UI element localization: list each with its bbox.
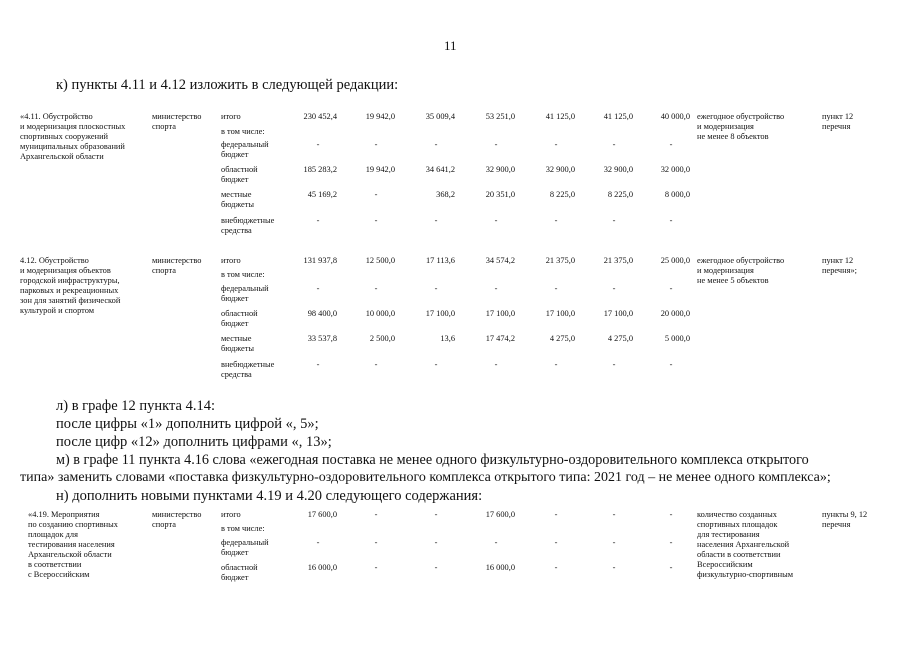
funding-value: - bbox=[434, 510, 438, 519]
funding-value: 53 251,0 bbox=[485, 112, 515, 121]
funding-value: 368,2 bbox=[436, 190, 455, 199]
funding-value: - bbox=[494, 284, 498, 293]
funding-value: - bbox=[434, 284, 438, 293]
funding-value: - bbox=[669, 216, 673, 225]
funding-value: - bbox=[669, 538, 673, 547]
expected-result-line: для тестирования bbox=[697, 530, 760, 539]
activity-name-line: с Всероссийским bbox=[28, 570, 90, 579]
funding-value: 5 000,0 bbox=[664, 334, 690, 343]
funding-source-line: в том числе: bbox=[221, 270, 265, 279]
funding-value: - bbox=[669, 284, 673, 293]
funding-value: - bbox=[612, 216, 616, 225]
funding-value: 4 275,0 bbox=[549, 334, 575, 343]
reference-line: перечня bbox=[822, 122, 851, 131]
activity-name-line: «4.11. Обустройство bbox=[20, 112, 93, 121]
funding-value: 12 500,0 bbox=[365, 256, 395, 265]
paragraph-l: л) в графе 12 пункта 4.14: bbox=[56, 398, 215, 414]
funding-value: - bbox=[612, 563, 616, 572]
funding-value: 45 169,2 bbox=[307, 190, 337, 199]
activity-name-line: парковых и рекреационных bbox=[20, 286, 119, 295]
funding-value: - bbox=[434, 140, 438, 149]
funding-value: 25 000,0 bbox=[660, 256, 690, 265]
funding-value: - bbox=[434, 360, 438, 369]
funding-value: 41 125,0 bbox=[545, 112, 575, 121]
funding-source-line: федеральный bbox=[221, 284, 269, 293]
funding-source-line: бюджет bbox=[221, 548, 249, 557]
activity-name-line: площадок для bbox=[28, 530, 78, 539]
funding-source-line: местные bbox=[221, 190, 252, 199]
table-row-4-12 bbox=[0, 256, 905, 396]
funding-source-line: средства bbox=[221, 370, 252, 379]
expected-result-line: количество созданных bbox=[697, 510, 777, 519]
page-number: 11 bbox=[444, 38, 457, 53]
funding-value: - bbox=[374, 510, 378, 519]
funding-value: - bbox=[316, 216, 320, 225]
funding-value: - bbox=[554, 563, 558, 572]
funding-value: 17 600,0 bbox=[485, 510, 515, 519]
funding-value: 17 100,0 bbox=[485, 309, 515, 318]
funding-source-line: местные bbox=[221, 334, 252, 343]
funding-source-line: областной bbox=[221, 309, 258, 318]
funding-value: - bbox=[494, 360, 498, 369]
paragraph-m-line-2: типа» заменить словами «поставка физкультурно-оздоровительного комплекса открытого типа: 2021 год – не менее одного комплекса»; bbox=[20, 470, 831, 485]
executor-line: спорта bbox=[152, 122, 176, 131]
funding-value: 17 100,0 bbox=[603, 309, 633, 318]
funding-value: 32 000,0 bbox=[660, 165, 690, 174]
executor-line: спорта bbox=[152, 266, 176, 275]
funding-value: 17 113,6 bbox=[425, 256, 455, 265]
activity-name-line: тестирования населения bbox=[28, 540, 115, 549]
reference-line: пункт 12 bbox=[822, 256, 854, 265]
funding-source-line: бюджеты bbox=[221, 200, 255, 209]
funding-value: 131 937,8 bbox=[303, 256, 337, 265]
reference-line: пункт 12 bbox=[822, 112, 854, 121]
funding-value: - bbox=[434, 563, 438, 572]
funding-source-line: бюджет bbox=[221, 294, 249, 303]
activity-name-line: и модернизация плоскостных bbox=[20, 122, 126, 131]
funding-value: - bbox=[669, 140, 673, 149]
expected-result-line: и модернизация bbox=[697, 122, 754, 131]
activity-name-line: культурой и спортом bbox=[20, 306, 95, 315]
funding-value: 41 125,0 bbox=[603, 112, 633, 121]
reference-line: пункты 9, 12 bbox=[822, 510, 868, 519]
activity-name-line: зон для занятий физической bbox=[20, 296, 121, 305]
funding-value: - bbox=[669, 563, 673, 572]
funding-value: 17 100,0 bbox=[425, 309, 455, 318]
funding-value: - bbox=[434, 538, 438, 547]
funding-value: 32 900,0 bbox=[485, 165, 515, 174]
funding-source-line: бюджет bbox=[221, 573, 249, 582]
funding-value: 32 900,0 bbox=[603, 165, 633, 174]
funding-value: 185 283,2 bbox=[303, 165, 337, 174]
funding-source-line: итого bbox=[221, 112, 241, 121]
executor-line: министерство bbox=[152, 510, 202, 519]
funding-value: - bbox=[374, 140, 378, 149]
funding-value: 8 000,0 bbox=[664, 190, 690, 199]
funding-value: 32 900,0 bbox=[545, 165, 575, 174]
executor-line: министерство bbox=[152, 112, 202, 121]
funding-value: - bbox=[612, 140, 616, 149]
activity-name-line: Архангельской области bbox=[20, 152, 104, 161]
paragraph-m-line-1: м) в графе 11 пункта 4.16 слова «ежегодная поставка не менее одного физкультурно-оздоровительного комплекса открытого bbox=[56, 452, 809, 468]
expected-result-line: Всероссийским bbox=[697, 560, 753, 569]
funding-value: - bbox=[554, 538, 558, 547]
paragraph-l-item-2: после цифр «12» дополнить цифрами «, 13»; bbox=[56, 434, 332, 450]
expected-result-line: ежегодное обустройство bbox=[697, 256, 785, 265]
funding-value: 4 275,0 bbox=[607, 334, 633, 343]
funding-source-line: бюджет bbox=[221, 150, 249, 159]
expected-result-line: физкультурно-спортивным bbox=[697, 570, 794, 579]
expected-result-line: области в соответствии bbox=[697, 550, 781, 559]
funding-source-line: областной bbox=[221, 563, 258, 572]
funding-source-line: федеральный bbox=[221, 538, 269, 547]
funding-value: 8 225,0 bbox=[549, 190, 575, 199]
activity-name-line: спортивных сооружений bbox=[20, 132, 109, 141]
funding-value: 98 400,0 bbox=[307, 309, 337, 318]
funding-value: 2 500,0 bbox=[369, 334, 395, 343]
activity-name-line: городской инфраструктуры, bbox=[20, 276, 120, 285]
funding-value: - bbox=[374, 538, 378, 547]
funding-value: 34 641,2 bbox=[425, 165, 455, 174]
expected-result-line: не менее 5 объектов bbox=[697, 276, 769, 285]
funding-value: - bbox=[374, 190, 378, 199]
funding-value: 20 000,0 bbox=[660, 309, 690, 318]
funding-source-line: бюджеты bbox=[221, 344, 255, 353]
funding-value: - bbox=[374, 563, 378, 572]
funding-source-line: внебюджетные bbox=[221, 360, 275, 369]
funding-source-line: внебюджетные bbox=[221, 216, 275, 225]
funding-source-line: в том числе: bbox=[221, 524, 265, 533]
funding-value: - bbox=[434, 216, 438, 225]
funding-value: 35 009,4 bbox=[425, 112, 455, 121]
activity-name-line: в соответствии bbox=[28, 560, 82, 569]
activity-name-line: «4.19. Мероприятия bbox=[28, 510, 100, 519]
funding-value: - bbox=[494, 140, 498, 149]
funding-value: 21 375,0 bbox=[545, 256, 575, 265]
funding-value: 19 942,0 bbox=[365, 112, 395, 121]
funding-value: 20 351,0 bbox=[485, 190, 515, 199]
expected-result-line: спортивных площадок bbox=[697, 520, 778, 529]
expected-result-line: и модернизация bbox=[697, 266, 754, 275]
funding-value: - bbox=[374, 284, 378, 293]
funding-source-line: итого bbox=[221, 256, 241, 265]
funding-source-line: итого bbox=[221, 510, 241, 519]
funding-value: - bbox=[612, 510, 616, 519]
funding-value: - bbox=[316, 140, 320, 149]
funding-value: - bbox=[669, 360, 673, 369]
funding-value: - bbox=[374, 360, 378, 369]
funding-value: 17 474,2 bbox=[485, 334, 515, 343]
expected-result-line: ежегодное обустройство bbox=[697, 112, 785, 121]
activity-name-line: и модернизация объектов bbox=[20, 266, 111, 275]
funding-value: - bbox=[612, 284, 616, 293]
funding-value: - bbox=[612, 538, 616, 547]
activity-name-line: 4.12. Обустройство bbox=[20, 256, 89, 265]
activity-name-line: по созданию спортивных bbox=[28, 520, 118, 529]
funding-value: - bbox=[554, 510, 558, 519]
activity-name-line: муниципальных образований bbox=[20, 142, 125, 151]
paragraph-l-item-1: после цифры «1» дополнить цифрой «, 5»; bbox=[56, 416, 319, 432]
funding-source-line: средства bbox=[221, 226, 252, 235]
funding-value: - bbox=[494, 216, 498, 225]
funding-value: 34 574,2 bbox=[485, 256, 515, 265]
reference-line: перечня bbox=[822, 520, 851, 529]
paragraph-k: к) пункты 4.11 и 4.12 изложить в следующей редакции: bbox=[56, 77, 399, 93]
table-row-4-11 bbox=[0, 112, 905, 252]
funding-source-line: бюджет bbox=[221, 175, 249, 184]
funding-value: - bbox=[554, 284, 558, 293]
funding-value: 8 225,0 bbox=[607, 190, 633, 199]
funding-value: 10 000,0 bbox=[365, 309, 395, 318]
funding-value: - bbox=[554, 140, 558, 149]
executor-line: спорта bbox=[152, 520, 176, 529]
funding-value: - bbox=[554, 360, 558, 369]
funding-value: - bbox=[374, 216, 378, 225]
funding-value: 21 375,0 bbox=[603, 256, 633, 265]
funding-value: 230 452,4 bbox=[303, 112, 337, 121]
funding-source-line: областной bbox=[221, 165, 258, 174]
funding-value: - bbox=[669, 510, 673, 519]
funding-value: 17 600,0 bbox=[307, 510, 337, 519]
funding-value: - bbox=[316, 538, 320, 547]
funding-value: 33 537,8 bbox=[307, 334, 337, 343]
activity-name-line: Архангельской области bbox=[28, 550, 112, 559]
funding-value: 40 000,0 bbox=[660, 112, 690, 121]
executor-line: министерство bbox=[152, 256, 202, 265]
funding-source-line: федеральный bbox=[221, 140, 269, 149]
table-row-4-19 bbox=[0, 510, 905, 650]
funding-value: 13,6 bbox=[440, 334, 455, 343]
paragraph-n: н) дополнить новыми пунктами 4.19 и 4.20 следующего содержания: bbox=[56, 488, 483, 504]
funding-value: - bbox=[554, 216, 558, 225]
funding-value: 19 942,0 bbox=[365, 165, 395, 174]
expected-result-line: не менее 8 объектов bbox=[697, 132, 769, 141]
funding-value: 16 000,0 bbox=[307, 563, 337, 572]
funding-source-line: в том числе: bbox=[221, 127, 265, 136]
funding-value: 17 100,0 bbox=[545, 309, 575, 318]
funding-value: - bbox=[494, 538, 498, 547]
funding-value: - bbox=[612, 360, 616, 369]
funding-value: 16 000,0 bbox=[485, 563, 515, 572]
expected-result-line: населения Архангельской bbox=[697, 540, 790, 549]
funding-value: - bbox=[316, 284, 320, 293]
reference-line: перечня»; bbox=[822, 266, 857, 275]
funding-source-line: бюджет bbox=[221, 319, 249, 328]
funding-value: - bbox=[316, 360, 320, 369]
